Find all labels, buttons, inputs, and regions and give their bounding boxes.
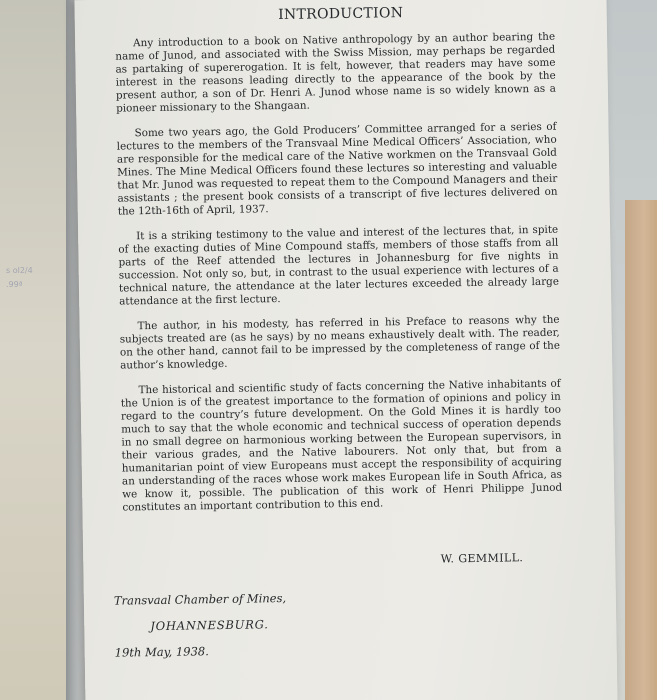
paragraph-4: The author, in his modesty, has referred in his Preface to reasons why the subjects treated are (as he says) by no means exhaustively dealt with. The reader, on the other hand, cannot fail to be impressed by the completeness of range of the author’s knowledge. (119, 313, 561, 372)
date-line: 19th May, 1938. (114, 644, 209, 660)
introduction-body (115, 31, 563, 527)
place-line: Transvaal Chamber of Mines, (113, 590, 287, 608)
book-page (74, 0, 617, 700)
paragraph-2: Some two years ago, the Gold Producers’ Committee arranged for a series of lectures to the members of the Transvaal Mine Medical Officers’ Association, who are responsible for the medical care of the Native workmen on the Transvaal Gold Mines. The Mine Medical Officers found these lectures so interesting and valuable that Mr. Junod was requested to repeat them to the Compound Managers and their assistants ; the present book consists of a transcript of five lectures delivered on the 12th-16th of April, 1937. (116, 120, 558, 218)
wooden-table-edge (625, 200, 657, 700)
page-title: INTRODUCTION (278, 5, 404, 24)
paragraph-5: The historical and scientific study of facts concerning the Native inhabitants of the Union is of the greatest importance to the formation of opinions and policy in regard to the country’s future development. On the Gold Mines it is hardly too much to say that the whole economic and technical success of operation depends in no small degree on harmonious working between the European supervisors, in their various grades, and the Native labourers. Not only that, but from a humanitarian point of view Europeans must accept the responsibility of acquiring an understanding of the races whose work makes European life in South Africa, as we know it, possible. The publication of this work of Henri Philippe Junod constitutes an important contribution to this end. (120, 377, 563, 514)
author-signature: W. GEMMILL. (440, 551, 524, 566)
margin-pencil-note: s ol2/4 .99ª (6, 266, 33, 289)
paragraph-3: It is a striking testimony to the value and interest of the lectures that, in spite of the exacting duties of Mine Compound staffs, members of those staffs from all parts of the Reef attended the lectures in Johannesburg for five nights in succession. Not only so, but, in contrast to the usual experience with lectures of a technical nature, the attendance at the later lectures exceeded the already large attendance at the first lecture. (118, 223, 560, 308)
paragraph-1: Any introduction to a book on Native anthropology by an author bearing the name of Junod, and associated with the Swiss Mission, may perhaps be regarded as partaking of supererogation. It is felt, however, that readers may have some interest in the reasons leading directly to the appearance of the book by the present author, a son of Dr. Henri A. Junod whose name is so widely known as a pioneer missionary to the Shangaan. (115, 30, 556, 115)
city-line: JOHANNESBURG. (150, 617, 269, 634)
